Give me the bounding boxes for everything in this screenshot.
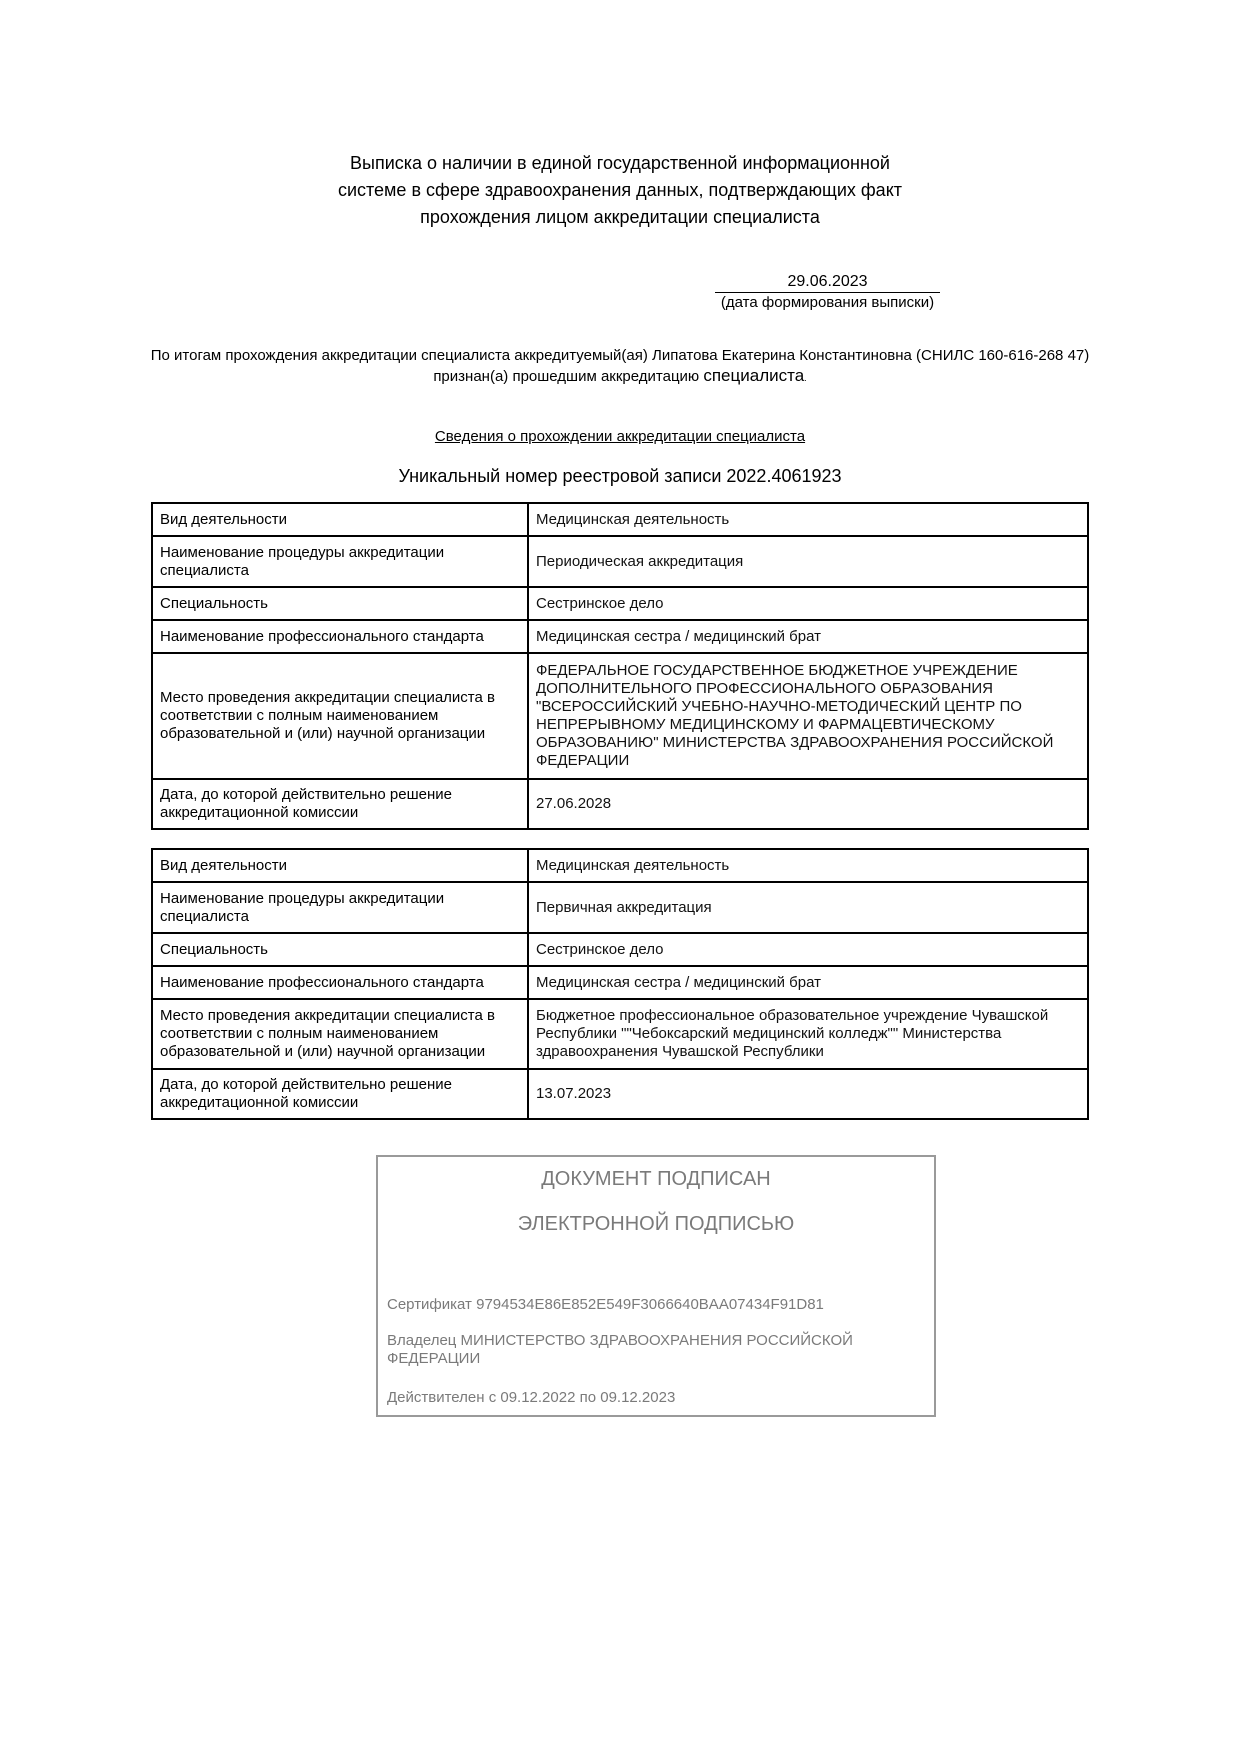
row-label: Место проведения аккредитации специалиста в соответствии с полным наименованием образовательной и (или) научной организации	[152, 653, 528, 779]
section-heading: Сведения о прохождении аккредитации специалиста	[434, 428, 806, 445]
row-value: 27.06.2028	[528, 779, 1088, 829]
row-value: Сестринское дело	[528, 933, 1088, 966]
row-label: Место проведения аккредитации специалиста в соответствии с полным наименованием образовательной и (или) научной организации	[152, 999, 528, 1069]
row-label: Вид деятельности	[152, 503, 528, 536]
row-label: Дата, до которой действительно решение аккредитационной комиссии	[152, 1069, 528, 1119]
stamp-validity: Действителен с 09.12.2022 по 09.12.2023	[387, 1389, 676, 1406]
table-row	[152, 966, 1088, 999]
stamp-title-line-2: ЭЛЕКТРОННОЙ ПОДПИСЬЮ	[517, 1213, 795, 1235]
row-label: Наименование профессионального стандарта	[152, 966, 528, 999]
row-label: Наименование процедуры аккредитации специалиста	[152, 536, 528, 587]
intro-end: .	[804, 373, 807, 383]
table-row	[152, 620, 1088, 653]
row-value: Медицинская деятельность	[528, 503, 1088, 536]
table-row	[152, 779, 1088, 829]
row-value: Медицинская сестра / медицинский брат	[528, 620, 1088, 653]
issue-date-caption: (дата формирования выписки)	[720, 294, 935, 311]
row-value: 13.07.2023	[528, 1069, 1088, 1119]
row-label: Специальность	[152, 933, 528, 966]
table-row	[152, 536, 1088, 587]
stamp-owner: Владелец МИНИСТЕРСТВО ЗДРАВООХРАНЕНИЯ РОССИЙСКОЙ ФЕДЕРАЦИИ	[387, 1332, 853, 1367]
table-row	[152, 587, 1088, 620]
accreditation-table-primary	[151, 848, 1089, 1120]
stamp-title-line-1: ДОКУМЕНТ ПОДПИСАН	[541, 1168, 771, 1190]
issue-date-block	[715, 272, 940, 313]
registry-number: Уникальный номер реестровой записи 2022.4061923	[398, 466, 842, 486]
row-value: ФЕДЕРАЛЬНОЕ ГОСУДАРСТВЕННОЕ БЮДЖЕТНОЕ УЧРЕЖДЕНИЕ ДОПОЛНИТЕЛЬНОГО ПРОФЕССИОНАЛЬНОГО ОБРАЗОВАНИЯ "ВСЕРОССИЙСКИЙ УЧЕБНО-НАУЧНО-МЕТОДИЧЕСКИЙ ЦЕНТР ПО НЕПРЕРЫВНОМУ МЕДИЦИНСКОМУ И ФАРМАЦЕВТИЧЕСКОМУ ОБРАЗОВАНИЮ" МИНИСТЕРСТВА ЗДРАВООХРАНЕНИЯ РОССИЙСКОЙ ФЕДЕРАЦИИ	[528, 653, 1088, 779]
document-title	[250, 150, 990, 231]
table-row	[152, 1069, 1088, 1119]
row-value: Бюджетное профессиональное образовательное учреждение Чувашской Республики ""Чебоксарский медицинский колледж"" Министерства здравоохранения Чувашской Республики	[528, 999, 1088, 1069]
row-value: Первичная аккредитация	[528, 882, 1088, 933]
accreditation-table-periodic	[151, 502, 1089, 830]
electronic-signature-stamp	[376, 1155, 936, 1417]
row-value: Сестринское дело	[528, 587, 1088, 620]
row-value: Медицинская деятельность	[528, 849, 1088, 882]
row-label: Наименование профессионального стандарта	[152, 620, 528, 653]
title-line-2: системе в сфере здравоохранения данных, подтверждающих факт	[337, 180, 903, 200]
row-label: Вид деятельности	[152, 849, 528, 882]
intro-text: По итогам прохождения аккредитации специалиста аккредитуемый(ая) Липатова Екатерина Константиновна (СНИЛС 160-616-268 47) признан(а) прошедшим аккредитацию	[150, 347, 1090, 385]
table-row	[152, 882, 1088, 933]
table-row	[152, 999, 1088, 1069]
title-line-1: Выписка о наличии в единой государственной информационной	[350, 153, 890, 173]
issue-date: 29.06.2023	[715, 272, 940, 293]
intro-paragraph	[150, 346, 1090, 388]
table-row	[152, 503, 1088, 536]
row-value: Медицинская сестра / медицинский брат	[528, 966, 1088, 999]
table-row	[152, 933, 1088, 966]
row-label: Специальность	[152, 587, 528, 620]
title-line-3: прохождения лицом аккредитации специалиста	[420, 207, 820, 227]
row-value: Периодическая аккредитация	[528, 536, 1088, 587]
table-row	[152, 849, 1088, 882]
intro-emphasis: специалиста	[703, 366, 805, 385]
stamp-certificate: Сертификат 9794534E86E852E549F3066640BAA07434F91D81	[387, 1296, 824, 1313]
row-label: Дата, до которой действительно решение аккредитационной комиссии	[152, 779, 528, 829]
table-row	[152, 653, 1088, 779]
row-label: Наименование процедуры аккредитации специалиста	[152, 882, 528, 933]
